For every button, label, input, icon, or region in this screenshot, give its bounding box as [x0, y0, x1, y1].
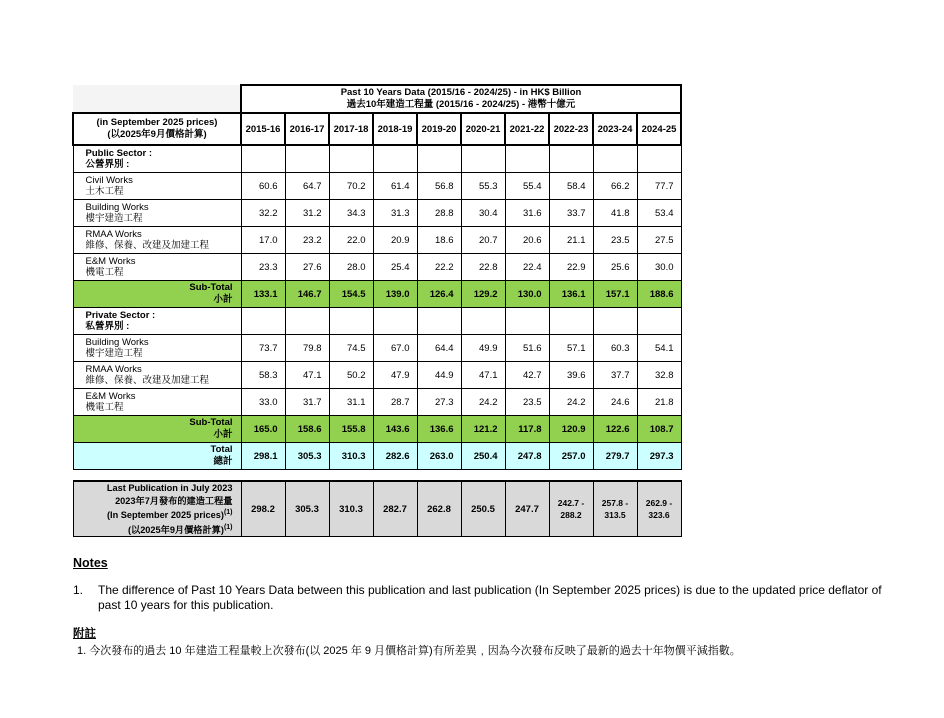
value-cell: 27.3 — [417, 389, 461, 416]
value-cell: 31.1 — [329, 389, 373, 416]
header-title-en: Past 10 Years Data (2015/16 - 2024/25) - in HK$ Billion — [340, 87, 582, 98]
value-cell: 25.6 — [593, 254, 637, 281]
value-cell: 279.7 — [593, 443, 637, 470]
empty-cell — [329, 145, 373, 173]
year-header: 2020-21 — [461, 113, 505, 145]
header-title-zh: 過去10年建造工程量 (2015/16 - 2024/25) - 港幣十億元 — [346, 99, 576, 110]
row-label-zh: 小計 — [213, 294, 233, 305]
row-label-en: Building Works — [85, 337, 149, 348]
last-publication-line4 — [74, 522, 233, 537]
value-cell: 310.3 — [329, 481, 373, 537]
empty-cell — [373, 308, 417, 335]
empty-cell — [285, 145, 329, 173]
range-high: 323.6 — [648, 510, 670, 521]
prices-label-zh: (以2025年9月價格計算) — [107, 129, 207, 140]
value-cell: 158.6 — [285, 416, 329, 443]
empty-cell — [637, 308, 681, 335]
value-cell: 21.8 — [637, 389, 681, 416]
public-row — [73, 227, 681, 254]
value-cell: 108.7 — [637, 416, 681, 443]
row-label-en: Total — [210, 444, 233, 455]
range-high: 288.2 — [560, 510, 582, 521]
year-header: 2023-24 — [593, 113, 637, 145]
row-label-en: RMAA Works — [85, 229, 142, 240]
footnote-mark: (1) — [223, 523, 233, 531]
value-cell: 305.3 — [285, 481, 329, 537]
private-title-zh: 私營界別 : — [85, 321, 130, 332]
value-cell: 44.9 — [417, 362, 461, 389]
value-cell: 31.7 — [285, 389, 329, 416]
empty-cell — [241, 308, 285, 335]
row-label-en: Building Works — [85, 202, 149, 213]
row-label-zh: 樓宇建造工程 — [85, 348, 143, 359]
public-subtotal-row — [73, 281, 681, 308]
value-cell: 250.4 — [461, 443, 505, 470]
empty-cell — [549, 308, 593, 335]
value-cell: 27.5 — [637, 227, 681, 254]
value-cell: 22.9 — [549, 254, 593, 281]
last-publication-line4-text: (以2025年9月價格計算) — [127, 524, 224, 535]
value-cell: 30.4 — [461, 200, 505, 227]
value-cell: 33.0 — [241, 389, 285, 416]
private-title-row — [73, 308, 681, 335]
value-cell: 310.3 — [329, 443, 373, 470]
value-cell: 58.3 — [241, 362, 285, 389]
row-label-cell — [73, 227, 241, 254]
value-cell: 42.7 — [505, 362, 549, 389]
spacer-row — [73, 470, 681, 482]
value-cell: 282.6 — [373, 443, 417, 470]
value-cell: 32.2 — [241, 200, 285, 227]
row-label-cell — [73, 281, 241, 308]
value-cell: 47.1 — [461, 362, 505, 389]
value-cell: 17.0 — [241, 227, 285, 254]
notes-title-zh: 附註 — [73, 628, 96, 640]
public-row — [73, 254, 681, 281]
value-cell: 21.1 — [549, 227, 593, 254]
year-header: 2024-25 — [637, 113, 681, 145]
last-publication-line3 — [74, 507, 233, 522]
value-cell: 247.7 — [505, 481, 549, 537]
value-cell: 31.6 — [505, 200, 549, 227]
note-text: The difference of Past 10 Years Data between this publication and last publication (In September 2025 prices) is due to the updated price deflator of past 10 years for this publication. — [98, 583, 882, 612]
public-title-cell — [73, 145, 241, 173]
value-cell: 22.2 — [417, 254, 461, 281]
empty-cell — [417, 308, 461, 335]
value-cell: 298.1 — [241, 443, 285, 470]
value-cell: 22.8 — [461, 254, 505, 281]
value-cell: 20.7 — [461, 227, 505, 254]
empty-cell — [461, 308, 505, 335]
year-header: 2015-16 — [241, 113, 285, 145]
value-cell: 250.5 — [461, 481, 505, 537]
value-cell: 121.2 — [461, 416, 505, 443]
value-cell: 146.7 — [285, 281, 329, 308]
value-cell: 66.2 — [593, 173, 637, 200]
value-cell: 305.3 — [285, 443, 329, 470]
empty-cell — [549, 145, 593, 173]
header-title-cell — [241, 85, 681, 113]
value-cell: 30.0 — [637, 254, 681, 281]
value-cell: 28.0 — [329, 254, 373, 281]
value-cell: 41.8 — [593, 200, 637, 227]
year-header: 2019-20 — [417, 113, 461, 145]
note-item-1 — [73, 583, 903, 613]
range-value-cell — [549, 481, 593, 537]
value-cell: 54.1 — [637, 335, 681, 362]
public-title-en: Public Sector : — [85, 148, 153, 159]
row-label-cell — [73, 200, 241, 227]
range-low: 242.7 - — [557, 498, 585, 509]
range-low: 262.9 - — [645, 498, 673, 509]
value-cell: 247.8 — [505, 443, 549, 470]
value-cell: 31.3 — [373, 200, 417, 227]
row-label-zh: 總計 — [213, 456, 233, 467]
private-title-en: Private Sector : — [85, 310, 156, 321]
value-cell: 47.9 — [373, 362, 417, 389]
value-cell: 122.6 — [593, 416, 637, 443]
empty-cell — [637, 145, 681, 173]
value-cell: 49.9 — [461, 335, 505, 362]
range-high: 313.5 — [604, 510, 626, 521]
notes-title: Notes — [73, 556, 108, 570]
public-row — [73, 200, 681, 227]
value-cell: 188.6 — [637, 281, 681, 308]
public-title-zh: 公營界別 : — [85, 159, 130, 170]
value-cell: 58.4 — [549, 173, 593, 200]
value-cell: 74.5 — [329, 335, 373, 362]
value-cell: 27.6 — [285, 254, 329, 281]
public-title-row — [73, 145, 681, 173]
value-cell: 155.8 — [329, 416, 373, 443]
empty-cell — [373, 145, 417, 173]
value-cell: 298.2 — [241, 481, 285, 537]
year-header: 2017-18 — [329, 113, 373, 145]
row-label-cell — [73, 335, 241, 362]
private-row — [73, 389, 681, 416]
value-cell: 32.8 — [637, 362, 681, 389]
value-cell: 25.4 — [373, 254, 417, 281]
value-cell: 20.9 — [373, 227, 417, 254]
empty-cell — [505, 308, 549, 335]
row-label-cell — [73, 362, 241, 389]
year-header: 2016-17 — [285, 113, 329, 145]
value-cell: 47.1 — [285, 362, 329, 389]
value-cell: 154.5 — [329, 281, 373, 308]
public-row — [73, 173, 681, 200]
spacer-cell — [73, 470, 681, 482]
private-row — [73, 362, 681, 389]
value-cell: 55.3 — [461, 173, 505, 200]
value-cell: 22.4 — [505, 254, 549, 281]
value-cell: 129.2 — [461, 281, 505, 308]
year-header: 2021-22 — [505, 113, 549, 145]
total-row — [73, 443, 681, 470]
value-cell: 39.6 — [549, 362, 593, 389]
value-cell: 262.8 — [417, 481, 461, 537]
value-cell: 50.2 — [329, 362, 373, 389]
row-label-en: Sub-Total — [189, 282, 233, 293]
footnote-mark: (1) — [223, 509, 233, 516]
row-label-en: E&M Works — [85, 256, 136, 267]
prices-label-cell — [73, 113, 241, 145]
row-label-zh: 維修、保養、改建及加建工程 — [85, 240, 210, 251]
row-label-cell — [73, 254, 241, 281]
empty-cell — [329, 308, 373, 335]
empty-cell — [593, 145, 637, 173]
private-row — [73, 335, 681, 362]
private-title-cell — [73, 308, 241, 335]
value-cell: 60.3 — [593, 335, 637, 362]
value-cell: 55.4 — [505, 173, 549, 200]
notes-section — [73, 556, 903, 659]
value-cell: 70.2 — [329, 173, 373, 200]
row-label-cell — [73, 173, 241, 200]
row-label-zh: 小計 — [213, 429, 233, 440]
row-label-en: Sub-Total — [189, 417, 233, 428]
value-cell: 24.2 — [549, 389, 593, 416]
value-cell: 51.6 — [505, 335, 549, 362]
header-blank-cell — [73, 85, 241, 113]
value-cell: 126.4 — [417, 281, 461, 308]
value-cell: 77.7 — [637, 173, 681, 200]
prices-label-en: (in September 2025 prices) — [96, 117, 218, 128]
value-cell: 136.1 — [549, 281, 593, 308]
row-label-en: Civil Works — [85, 175, 133, 186]
value-cell: 120.9 — [549, 416, 593, 443]
last-publication-line3-text: (In September 2025 prices) — [107, 510, 224, 521]
last-publication-line1: Last Publication in July 2023 — [106, 483, 233, 493]
value-cell: 263.0 — [417, 443, 461, 470]
value-cell: 79.8 — [285, 335, 329, 362]
range-low: 257.8 - — [601, 498, 629, 509]
value-cell: 61.4 — [373, 173, 417, 200]
value-cell: 57.1 — [549, 335, 593, 362]
construction-data-table-container — [72, 84, 682, 537]
value-cell: 157.1 — [593, 281, 637, 308]
last-publication-row — [73, 481, 681, 537]
value-cell: 64.7 — [285, 173, 329, 200]
value-cell: 257.0 — [549, 443, 593, 470]
value-cell: 20.6 — [505, 227, 549, 254]
value-cell: 23.5 — [505, 389, 549, 416]
value-cell: 139.0 — [373, 281, 417, 308]
empty-cell — [505, 145, 549, 173]
row-label-cell — [73, 416, 241, 443]
empty-cell — [593, 308, 637, 335]
row-label-en: E&M Works — [85, 391, 136, 402]
header-title-row — [73, 85, 681, 113]
year-header-row — [73, 113, 681, 145]
row-label-zh: 機電工程 — [85, 267, 124, 278]
value-cell: 165.0 — [241, 416, 285, 443]
empty-cell — [285, 308, 329, 335]
value-cell: 22.0 — [329, 227, 373, 254]
value-cell: 53.4 — [637, 200, 681, 227]
last-publication-label-cell — [73, 481, 241, 537]
row-label-cell — [73, 389, 241, 416]
value-cell: 34.3 — [329, 200, 373, 227]
empty-cell — [417, 145, 461, 173]
range-value-cell — [593, 481, 637, 537]
range-value-cell — [637, 481, 681, 537]
note-text-zh: 1. 今次發布的過去 10 年建造工程量較上次發布(以 2025 年 9 月價格計算)有所差異﹐因為今次發布反映了最新的過去十年物價平減指數。 — [77, 645, 741, 657]
year-header: 2018-19 — [373, 113, 417, 145]
note-number: 1. — [73, 583, 84, 597]
value-cell: 64.4 — [417, 335, 461, 362]
value-cell: 31.2 — [285, 200, 329, 227]
value-cell: 24.2 — [461, 389, 505, 416]
value-cell: 23.5 — [593, 227, 637, 254]
construction-data-table — [72, 84, 682, 537]
year-header: 2022-23 — [549, 113, 593, 145]
value-cell: 133.1 — [241, 281, 285, 308]
value-cell: 24.6 — [593, 389, 637, 416]
private-subtotal-row — [73, 416, 681, 443]
value-cell: 18.6 — [417, 227, 461, 254]
last-publication-line2: 2023年7月發布的建造工程量 — [115, 495, 233, 506]
row-label-en: RMAA Works — [85, 364, 142, 375]
value-cell: 37.7 — [593, 362, 637, 389]
value-cell: 297.3 — [637, 443, 681, 470]
value-cell: 136.6 — [417, 416, 461, 443]
row-label-cell — [73, 443, 241, 470]
empty-cell — [241, 145, 285, 173]
row-label-zh: 土木工程 — [85, 186, 124, 197]
value-cell: 23.3 — [241, 254, 285, 281]
value-cell: 130.0 — [505, 281, 549, 308]
value-cell: 117.8 — [505, 416, 549, 443]
value-cell: 33.7 — [549, 200, 593, 227]
value-cell: 73.7 — [241, 335, 285, 362]
value-cell: 23.2 — [285, 227, 329, 254]
value-cell: 60.6 — [241, 173, 285, 200]
row-label-zh: 樓宇建造工程 — [85, 213, 143, 224]
empty-cell — [461, 145, 505, 173]
row-label-zh: 機電工程 — [85, 402, 124, 413]
value-cell: 28.7 — [373, 389, 417, 416]
row-label-zh: 維修、保養、改建及加建工程 — [85, 375, 210, 386]
value-cell: 28.8 — [417, 200, 461, 227]
value-cell: 282.7 — [373, 481, 417, 537]
value-cell: 143.6 — [373, 416, 417, 443]
value-cell: 67.0 — [373, 335, 417, 362]
value-cell: 56.8 — [417, 173, 461, 200]
